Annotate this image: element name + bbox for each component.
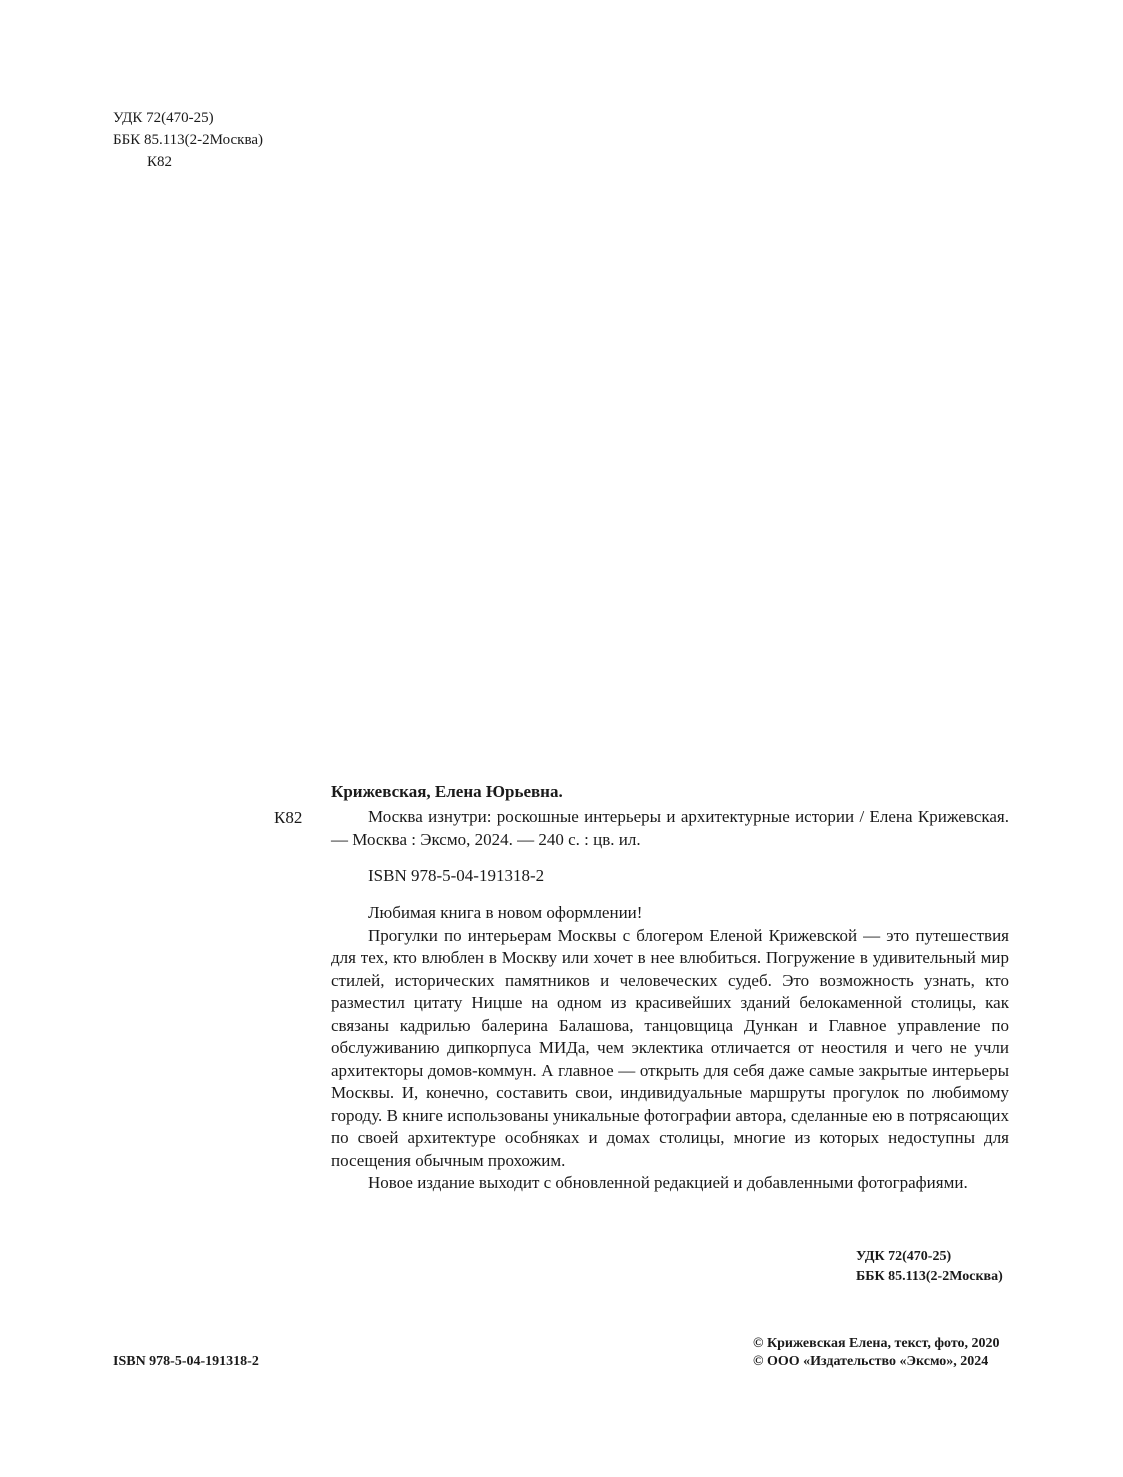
udk-classification-bottom: УДК 72(470-25) (856, 1249, 952, 1264)
bbk-classification: ББК 85.113(2-2Москва) (113, 132, 263, 148)
isbn-footer: ISBN 978-5-04-191318-2 (113, 1354, 259, 1369)
bibliographic-description: Москва изнутри: роскошные интерьеры и архитектурные истории / Елена Крижевская. — Москва : Эксмо, 2024. — 240 с. : цв. ил. (331, 807, 1009, 849)
annotation-paragraph-1: Любимая книга в новом оформлении! (368, 903, 643, 922)
copyright-publisher: © ООО «Издательство «Эксмо», 2024 (753, 1354, 989, 1369)
author-code: К82 (147, 154, 173, 170)
udk-classification: УДК 72(470-25) (113, 110, 214, 126)
author-code-side: К82 (274, 808, 303, 827)
annotation (331, 902, 1009, 1195)
annotation-paragraph-2: Прогулки по интерьерам Москвы с блогером Еленой Крижевской — это путешествия для тех, кто влюблен в Москву или хочет в нее влюбиться. Погружение в удивительный мир стилей, исторических памятников и человеческих судеб. Это возможность узнать, кто разместил цитату Ницше на одном из красивейших зданий белокаменной столицы, как связаны кадрилью балерина Балашова, танцовщица Дункан и Главное управление по обслуживанию дипкорпуса МИДа, чем эклектика отличается от неостиля и чего не учли архитекторы домов-коммун. А главное — открыть для себя даже самые закрытые интерьеры Москвы. И, конечно, составить свои, индивидуальные маршруты прогулок по любимому городу. В книге использованы уникальные фотографии автора, сделанные ею в потрясающих по своей архитектуре особняках и домах столицы, многие из которых недоступны для посещения обычным прохожим. (331, 925, 1009, 1170)
author-heading: Крижевская, Елена Юрьевна. (331, 782, 563, 801)
isbn-line: ISBN 978-5-04-191318-2 (368, 866, 545, 885)
annotation-paragraph-3: Новое издание выходит с обновленной редакцией и добавленными фотографиями. (368, 1173, 968, 1192)
copyright-author: © Крижевская Елена, текст, фото, 2020 (753, 1336, 1000, 1351)
bbk-classification-bottom: ББК 85.113(2-2Москва) (856, 1269, 1003, 1284)
